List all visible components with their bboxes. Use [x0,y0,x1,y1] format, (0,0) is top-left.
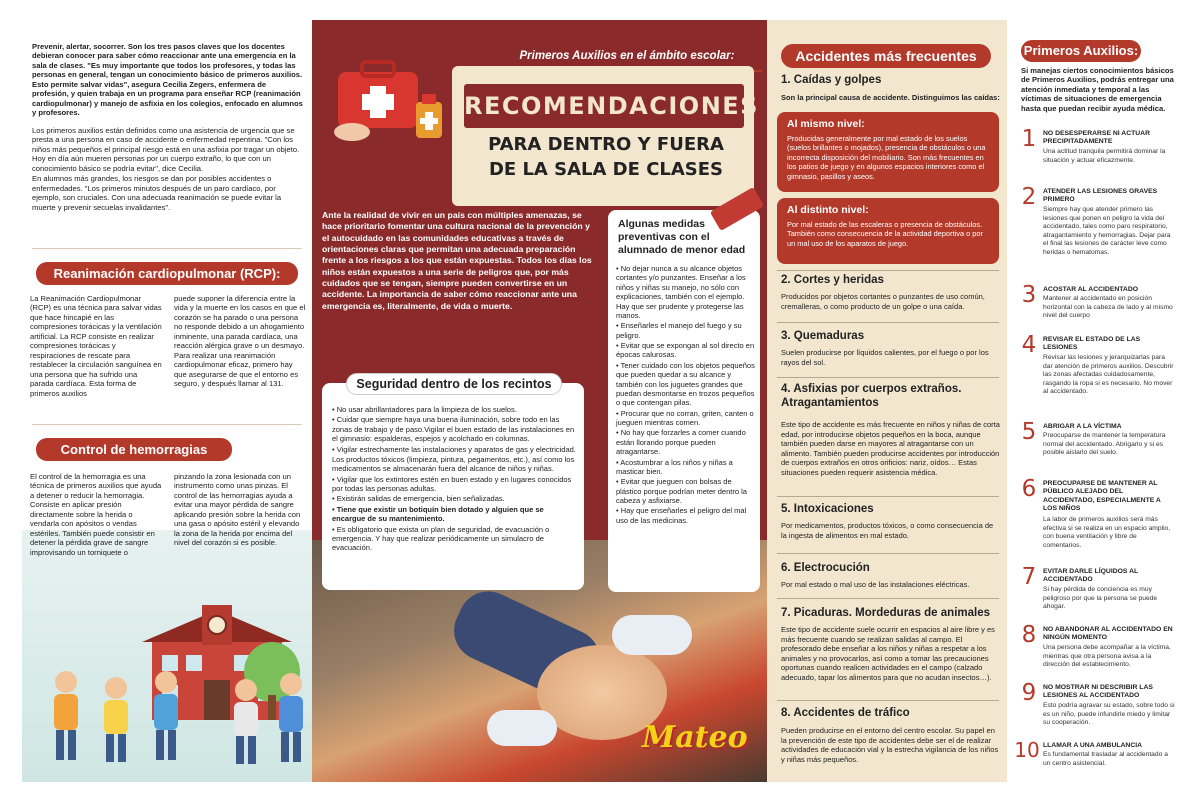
list-item: • No usar abrillantadores para la limpieza de los suelos. [332,405,517,414]
seguridad-title: Seguridad dentro de los recintos [346,373,562,395]
newspaper-page [22,20,1182,782]
intro-paragraph-3: En alumnos más grandes, los riesgos se dan por posibles accidentes o enfermedades. "Los primeros minutos después de un paro cardíaco, por ejemplo, son cruciales. Con una adecuada reanimación se puede evitar la muerte y prevenir secuelas invalidantes". [32,174,282,212]
main-subtitle [460,132,752,182]
asfixias-heading: 4. Asfixias por cuerpos extraños. Atragantamientos [781,383,962,409]
step-number: 5 [1021,419,1037,445]
list-item: • No hay que forzarles a comer cuando están llorando porque pueden atragantarse. [616,428,746,457]
accidentes-title: Accidentes más frecuentes [781,44,991,68]
subtitle-line-2: DE LA SALA DE CLASES [488,159,724,180]
divider [32,424,302,425]
hemorragias-title: Control de hemorragias [36,438,232,461]
rescuer-glove [487,710,557,746]
trafico-heading: 8. Accidentes de tráfico [781,707,910,719]
distinto-nivel-title: Al distinto nivel: [787,204,869,216]
step-title: PREOCUPARSE DE MANTENER AL PÚBLICO ALEJADO DEL ACCIDENTADO, ESPECIALMENTE A LOS NIÑOS [1043,480,1161,513]
divider [777,322,999,323]
list-item: • Es obligatorio que exista un plan de seguridad, de evacuación o emergencia. Y hay que realizar periódicamente un simulacro de evacuación. [332,524,550,553]
intro-paragraph-1: Prevenir, alertar, socorrer. Son los tres pasos claves que los docentes debieran conocer para saber cómo reaccionar ante una emergencia en la sala de clases. "Es muy importante que todos los profesores, y todas las personas en general, tengan un conocimiento básico de primeros auxilios. Esto permite salvar vidas", asegura Cecilia Zegers, enfermera de profesión, y quien trabaja en un programa para enseñar RCP (reanimación cardiopulmonar) y manejo de asfixia en los colegios, enfocado en alumnos y profesores. [32,42,303,118]
asfixias-text: Este tipo de accidente es más frecuente en niños y niñas de corta edad, por introducirse objetos pequeños en la boca, aunque también pueden darse en mayores al atragantarse con un alimento. También pueden producirse accidentes por introducción de cuerpos extraños en otros orificios: nariz, oídos… Estas situaciones pueden requerir asistencia médica. [781,420,1000,477]
step-text: Es fundamental trasladar al accidentado a un centro asistencial. [1043,751,1168,767]
step-text: Revisar las lesiones y jerarquizarlas para dar atención de primeros auxilios. Descubrir las zonas afectadas cuidadosamente, rasgando la ropa si es necesario. No mover al accidentado. [1043,354,1174,396]
divider [777,496,999,497]
primeros-auxilios-intro: Si manejas ciertos conocimientos básicos de Primeros Auxilios, podrás entregar una atención inmediata y temporal a las víctimas de situaciones de emergencia hasta que puedan recibir ayuda médica. [1021,66,1174,113]
list-item: • Existirán salidas de emergencia, bien señalizadas. [332,494,505,504]
seguridad-card [322,377,584,590]
accidentes-column [767,20,1007,782]
distinto-nivel-text: Por mal estado de las escaleras o presencia de obstáculos. También como consecuencia de la actividad deportiva o por un mal uso de los aparatos de juego. [787,220,983,248]
picaduras-text: Este tipo de accidente suele ocurrir en espacios al aire libre y es más frecuente cuando se realizan salidas al campo. El profesorado debe enseñar a los niños y niñas a respetar a los animales y no provocarlos, así como a tomar las precauciones oportunas cuando realicen actividades en el campo (calzado adecuado, tapar los alimentos para que no acudan insectos…). [781,625,995,682]
cortes-text: Producidos por objetos cortantes o punzantes de uso común, cremalleras, o como producto de un golpe o una caída. [781,292,985,311]
divider [777,700,999,701]
list-item: • Vigilar estrechamente las instalaciones y aparatos de gas y electricidad. [332,444,576,454]
seguridad-list [332,405,576,554]
list-item: • Vigilar que los extintores estén en buen estado y en lugares conocidos por todas las personas adultas. [332,474,572,493]
step-title: ATENDER LAS LESIONES GRAVES PRIMERO [1043,188,1158,204]
intoxicaciones-heading: 5. Intoxicaciones [781,503,874,515]
list-item: • Tiene que existir un botiquín bien dotado y alguien que se encargue de su mantenimiento. [332,504,544,524]
subtitle-line-1: PARA DENTRO Y FUERA [488,134,724,155]
divider [777,553,999,554]
divider [777,377,999,378]
rcp-text-col2: puede suponer la diferencia entre la vida y la muerte en los casos en que el corazón se ha parado o una persona no responde debido a un ahogamiento inminente, una parada cardíaca, una reacción alérgica grave o un desmayo. Para realizar una reanimación cardiopulmonar eficaz, primero hay que asegurarse de que el entorno es seguro, y después llamar al 131. [174,294,306,389]
hemorragias-text-col2: pinzando la zona lesionada con un instrumento como unas pinzas. El control de las hemorragias ayuda a evitar una mayor pérdida de sangre aplicando presión sobre la herida con una gasa o apósito estéril y elevando la zona de la herida por encima del nivel del corazón si es posible. [174,472,301,548]
medidas-list [616,264,756,526]
step-number: 2 [1021,184,1037,210]
primeros-auxilios-title: Primeros Auxilios: [1021,40,1141,62]
step-number: 7 [1021,564,1037,590]
children-illustration [36,660,306,770]
step-title: NO DESESPERARSE NI ACTUAR PRECIPITADAMENTE [1043,130,1151,146]
list-item: • Hay que enseñarles el peligro del mal uso de las medicinas. [616,506,747,525]
mismo-nivel-title: Al mismo nivel: [787,118,865,130]
left-column [22,20,312,782]
list-item: • Cuidar que siempre haya una buena iluminación, sobre todo en las zonas de trabajo y de paso.Vigilar el buen estado de las instalaciones en el gimnasio: espalderas, espejos y acolchado en columnas. [332,415,575,444]
step-title: LLAMAR A UNA AMBULANCIA [1043,742,1143,749]
list-item: Los productos tóxicos (limpieza, pintura, pegamentos, etc.), así como los medicamentos se almacenarán fuera del alcance de niños y niñas. [332,454,575,474]
trafico-text: Pueden producirse en el entorno del centro escolar. Su papel en la prevención de este tipo de accidentes debe ser el de realizar actividades de educación vial y la estrecha vigilancia de los niños y niñas más pequeños. [781,726,999,764]
intro-paragraph-2: Los primeros auxilios están definidos como una asistencia de urgencia que se presta a una persona en caso de accidente o enfermedad repentina. "Con los niños más pequeños el principal riesgo está en una asfixia por tragar un objeto. Hoy en día aún mueren personas por un cuerpo extraño, lo que con un conocimiento básico se podría evitar", dice Cecilia. [32,125,300,173]
center-feature [312,20,767,782]
list-item: • Acostumbrar a los niños y niñas a masticar bien. [616,457,733,476]
intro-text [32,42,304,220]
distinto-nivel-box [777,198,999,264]
medidas-card [608,210,760,592]
step-text: Siempre hay que atender primero las lesiones que ponen en peligro la vida del accidentado, tales como paro respiratorio, atragantamiento y hemorragias. Dejar para el final las lesiones de carácter leve como heridas o hematomas. [1043,206,1171,256]
step-title: ACOSTAR AL ACCIDENTADO [1043,286,1139,293]
step-title: EVITAR DARLE LÍQUIDOS AL ACCIDENTADO [1043,568,1139,584]
rcp-title: Reanimación cardiopulmonar (RCP): [36,262,298,285]
step-title: ABRIGAR A LA VÍCTIMA [1043,423,1122,430]
step-text: Mantener al accidentado en posición horizontal con la cabeza de lado y al mismo nivel del cuerpo [1043,295,1173,320]
step-title: NO ABANDONAR AL ACCIDENTADO EN NINGÚN MOMENTO [1043,626,1173,642]
picaduras-heading: 7. Picaduras. Mordeduras de animales [781,607,990,619]
step-text: Una actitud tranquila permitirá dominar la situación y actuar eficazmente. [1043,148,1166,164]
mismo-nivel-text: Producidas generalmente por mal estado de los suelos (suelos brillantes o mojados), presencia de obstáculos o una incorrecta disposición del mobiliario. Son más frecuentes en los patios de juego y en algunos espacios interiores como el gimnasio, pasillos y aseos. [787,134,986,181]
divider [777,270,999,271]
first-aid-kit-icon [332,52,452,142]
list-item: • Evitar que jueguen con bolsas de plástico porque podrían meter dentro la cabeza y asfixiarse. [616,477,747,505]
medidas-title: Algunas medidas preventivas con el alumnado de menor edad [618,218,746,257]
intoxicaciones-text: Por medicamentos, productos tóxicos, o como consecuencia de la ingesta de alimentos en mal estado. [781,521,994,540]
step-text: Esto podría agravar su estado, sobre todo si es un niño, puede infundirle miedo y limitar su cooperación. [1043,702,1175,727]
caidas-heading: 1. Caídas y golpes [781,74,882,86]
list-item: • Evitar que se expongan al sol directo en épocas calurosas. [616,341,755,360]
step-text: Si hay pérdida de conciencia es muy peligroso por que la persona se puede ahogar. [1043,586,1158,611]
primeros-auxilios-column [1007,20,1182,782]
main-title: RECOMENDACIONES [464,84,744,128]
list-item: • Procurar que no corran, griten, canten o jueguen mientras comen. [616,408,754,427]
divider [777,598,999,599]
step-number: 1 [1021,126,1037,152]
electrocucion-heading: 6. Electrocución [781,562,870,574]
step-number: 9 [1021,680,1037,706]
quemaduras-text: Suelen producirse por líquidos calientes, por el fuego o por los rayos del sol. [781,348,989,367]
rescuer-glove [612,615,692,655]
mateo-logo: Mateo [642,720,748,755]
list-item: • No dejar nunca a su alcance objetos cortantes y/o punzantes. Enseñar a los niños y niñas su manejo, no sólo con explicaciones, también con el ejemplo. Hay que ser prudente y protegerse las manos. [616,264,746,320]
caidas-text: Son la principal causa de accidente. Distinguimos las caídas: [781,93,1000,102]
divider [32,248,302,249]
center-intro-text: Ante la realidad de vivir en un país con múltiples amenazas, se hace prioritario fomentar una cultura nacional de la prevención y el autocuidado en las comunidades educativas a través de orientaciones claras que permitan una adecuada preparación frente a los riesgos a los que están expuestas. Todos los días los niños están expuestos a una serie de peligros que, por más cuidados que se tengan, siempre pueden convertirse en un accidente. La importancia de saber cómo reaccionar ante una emergencia es, literalmente, de vida o muerte. [322,210,592,311]
list-item: • Enseñarles el manejo del fuego y su peligro. [616,321,742,340]
electrocucion-text: Por mal estado o mal uso de las instalaciones eléctricas. [781,580,970,589]
quemaduras-heading: 3. Quemaduras [781,330,865,342]
step-number: 6 [1021,476,1037,502]
step-text: Una persona debe acompañar a la víctima, mientras que otra persona avisa a la dirección del establecimiento. [1043,644,1171,669]
step-number: 4 [1021,332,1037,358]
step-number: 3 [1021,282,1037,308]
step-title: REVISAR EL ESTADO DE LAS LESIONES [1043,336,1141,352]
step-number: 8 [1021,622,1037,648]
cortes-heading: 2. Cortes y heridas [781,274,884,286]
banner-subtitle: Primeros Auxilios en el ámbito escolar: [492,50,762,72]
step-number: 10 [1014,738,1040,762]
list-item: • Tener cuidado con los objetos pequeños que pueden quedar a su alcance y también con los juguetes grandes que puedan desmontarse en trozos pequeños o que contengan pilas. [616,360,755,408]
step-text: Preocuparse de mantener la temperatura normal del accidentado. Abrigarlo y si es posible aislarlo del suelo. [1043,432,1166,457]
step-title: NO MOSTRAR NI DESCRIBIR LAS LESIONES AL ACCIDENTADO [1043,684,1153,700]
step-text: La labor de primeros auxilios será más efectiva si se realiza en un espacio amplio, con buena ventilación y libre de comentarios. [1043,516,1171,549]
rcp-text-col1: La Reanimación Cardiopulmonar (RCP) es una técnica para salvar vidas que hace hincapié en las compresiones torácicas y la ventilación artificial. La RCP consiste en realizar compresiones torácicas y respiraciones de rescate para restablecer la circulación sanguínea en una persona que ha sufrido una parada cardíaca. Esta forma de primeros auxilios [30,294,162,398]
hemorragias-text-col1: El control de la hemorragia es una técnica de primeros auxilios que ayuda a detener o reducir la hemorragia. Consiste en aplicar presión directamente sobre la herida o vendarla con apósitos o vendas estériles. También puede consistir en detener la pérdida grave de sangre improvisando un torniquete o [30,472,162,557]
mismo-nivel-box [777,112,999,192]
